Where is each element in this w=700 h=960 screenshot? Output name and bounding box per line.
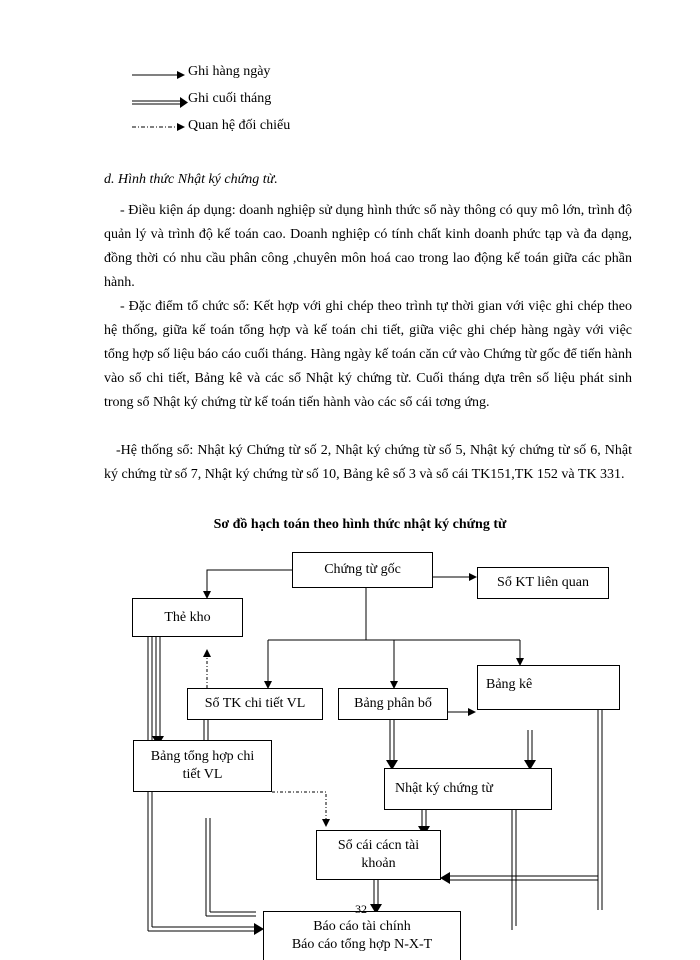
source-docs-box xyxy=(292,552,433,588)
stock-card-box xyxy=(132,598,243,637)
detail-book-label: Sổ TK chi tiết VL xyxy=(204,696,306,711)
legend-month-end-line xyxy=(132,97,188,108)
conditions-paragraph: - Điều kiện áp dụng: doanh nghiệp sử dụng hình thức sổ này thông có quy mô lớn, trình độ quản lý và trình độ kế toán cao. Doanh nghiệp có tính chất kinh doanh phức tạp và đa dạng, đồng thời có nhu cầu phân công ,chuyên môn hoá cao trong lao động kế toán giữa các phần hành. xyxy=(104,203,632,290)
diagram-title: Sơ đồ hạch toán theo hình thức nhật ký chứng từ xyxy=(213,517,507,532)
legend-daily-label: Ghi hàng ngày xyxy=(188,64,271,79)
ledger-label-line1: Sổ cái cácn tài xyxy=(337,838,420,853)
features-paragraph: - Đặc điểm tổ chức sổ: Kết hợp với ghi chép theo trình tự thời gian với việc ghi chép theo hệ thống, giữa kế toán tổng hợp và kế toán chi tiết, giữa việc ghi chép hàng ngày với việc tổng hợp số liệu báo cáo cuối tháng. Hàng ngày kế toán căn cứ vào Chứng từ gốc để tiến hành vào sổ chi tiết, Bảng kê và các sổ Nhật ký chứng từ. Cuối tháng dựa trên số liệu phát sinh trong sổ Nhật ký chứng từ kế toán tiến hành vào các sổ cái tơng ứng. xyxy=(104,299,632,410)
detail-book-box xyxy=(187,688,323,720)
system-paragraph: -Hệ thống sổ: Nhật ký Chứng từ số 2, Nhật ký chứng từ số 5, Nhật ký chứng từ số 6, Nhật ký chứng từ số 7, Nhật ký chứng từ số 10, Bảng kê số 3 và sổ cái TK151,TK 152 và TK 331. xyxy=(104,443,632,482)
summary-label-line1: Bảng tổng hợp chi xyxy=(150,749,255,764)
legend-month-end-label: Ghi cuối tháng xyxy=(188,91,272,106)
listing-label: Bảng kê xyxy=(486,677,533,692)
ledger-label-line2: khoản xyxy=(361,856,396,871)
page-number: 32 xyxy=(355,902,367,916)
section-heading: d. Hình thức Nhật ký chứng từ. xyxy=(104,172,278,187)
related-books-box xyxy=(477,567,609,599)
report-label-line1: Báo cáo tài chính xyxy=(313,919,411,934)
ledger-box xyxy=(316,830,441,880)
listing-box xyxy=(477,665,620,710)
related-books-label: Sổ KT liên quan xyxy=(497,575,589,590)
report-box xyxy=(263,911,461,960)
journal-label: Nhật ký chứng từ xyxy=(395,781,493,796)
allocation-label: Bảng phân bổ xyxy=(354,696,432,711)
report-label-line2: Báo cáo tổng hợp N-X-T xyxy=(291,937,433,952)
journal-box xyxy=(384,768,552,810)
source-docs-label: Chứng từ gốc xyxy=(324,562,401,577)
legend-reconcile-label: Quan hệ đối chiếu xyxy=(188,118,291,133)
stock-card-label: Thẻ kho xyxy=(164,609,211,625)
summary-label-line2: tiết VL xyxy=(182,767,223,782)
summary-box xyxy=(133,740,272,792)
allocation-box xyxy=(338,688,448,720)
